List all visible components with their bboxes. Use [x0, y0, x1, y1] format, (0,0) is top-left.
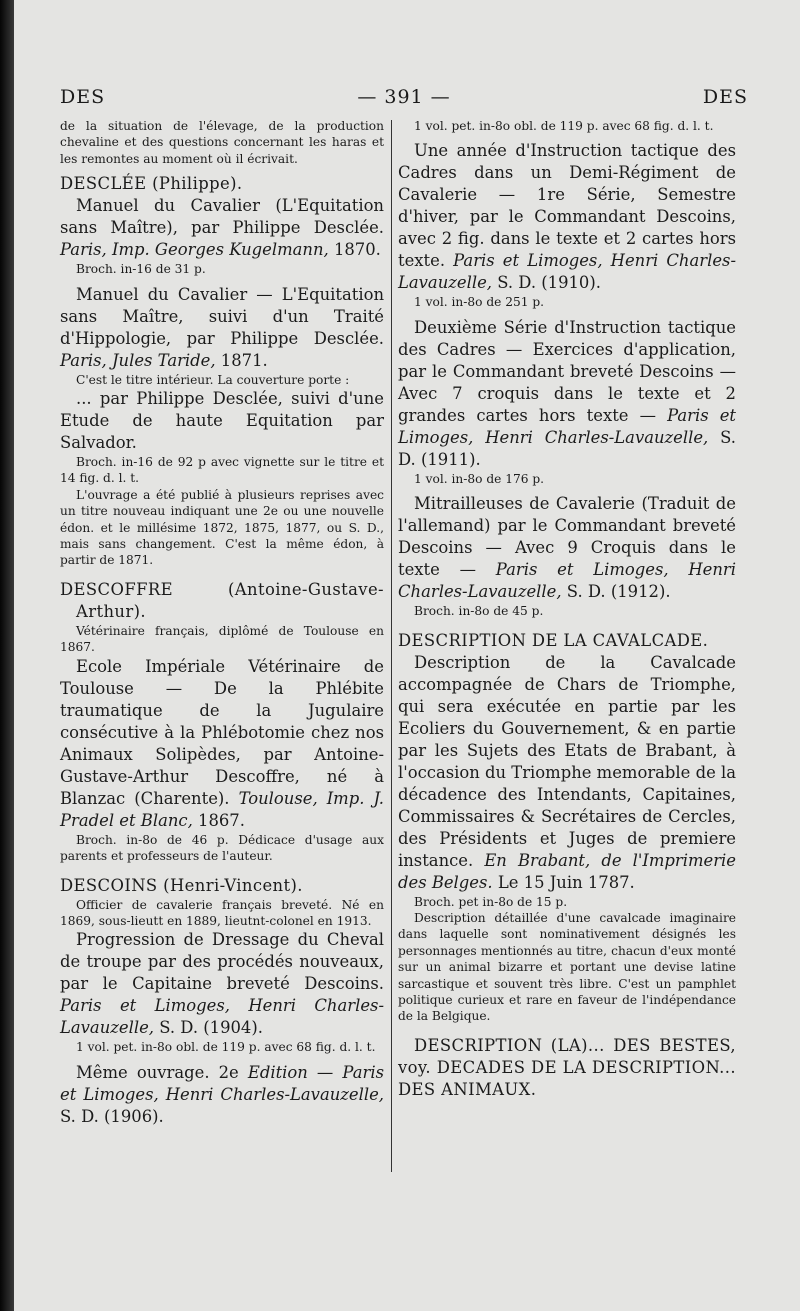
entry-year: 1870. — [333, 240, 381, 260]
page-number: — 391 — — [357, 86, 451, 108]
right-column — [398, 118, 736, 1101]
author-heading-descoins: DESCOINS (Henri-Vincent). — [60, 875, 303, 895]
entry-imprint: En Brabant, de l'Imprimerie des Belges. — [398, 850, 736, 892]
entry-note: L'ouvrage a été publié à plusieurs reprises avec un titre nouveau indiquant une 2e ou une nouvelle édon. et le millésime 1872, 1875, 1877, ou S. D., mais sans changement. C'est la même édon, à partir de 1871. — [60, 487, 384, 568]
entry-note: 1 vol. in-8o de 251 p. — [414, 295, 545, 310]
author-bio: Officier de cavalerie français breveté. Né en 1869, sous-lieutt en 1889, lieutnt-colonel en 1913. — [60, 897, 384, 928]
entry-imprint: Paris et Limoges, Henri Charles-Lavauzelle, — [398, 560, 736, 602]
entry-year: S. D. (1911). — [398, 427, 737, 469]
entry-year: S. D. (1904). — [159, 1018, 263, 1038]
entry-instruction-tactique-1 — [398, 140, 736, 294]
entry-year: 1867. — [198, 810, 245, 830]
entry-imprint: Paris et Limoges, Henri Charles-Lavauzelle, — [398, 251, 736, 293]
entry-year: S. D. (1910). — [497, 273, 601, 293]
entry-note: C'est le titre intérieur. La couverture porte : — [76, 372, 350, 387]
continued-note: 1 vol. pet. in-8o obl. de 119 p. avec 68 fig. d. l. t. — [414, 119, 714, 133]
entry-phlebite — [60, 656, 384, 832]
entry-manuel-cavalier-1870 — [60, 195, 384, 261]
entry-imprint: Edition — Paris et Limoges, Henri Charles-Lavauzelle, — [60, 1062, 384, 1104]
entry-title: Deuxième Série d'Instruction tactique des Cadres — Exercices d'application, par le Commandant breveté Descoins — Avec 7 croquis dans le texte et 2 grandes cartes hors texte — — [398, 317, 736, 425]
entry-meme-ouvrage — [60, 1062, 384, 1128]
entry-note: 1 vol. in-8o de 176 p. — [414, 471, 545, 486]
heading-description-bestes: DESCRIPTION (LA)... DES BESTES, voy. DECADES DE LA DESCRIPTION... DES ANIMAUX. — [398, 1035, 736, 1099]
entry-note: 1 vol. pet. in-8o obl. de 119 p. avec 68 fig. d. l. t. — [76, 1040, 376, 1055]
entry-title: Manuel du Cavalier (L'Equitation sans Maître), par Philippe Desclée. — [60, 196, 384, 238]
entry-imprint: Paris et Limoges, Henri Charles-Lavauzelle, — [60, 996, 384, 1038]
continued-note: de la situation de l'élevage, de la production chevaline et des questions concernant les haras et les remontes au moment où il écrivait. — [60, 119, 384, 166]
entry-instruction-tactique-2 — [398, 317, 736, 471]
book-gutter-shadow — [0, 0, 14, 1311]
entry-year: Le 15 Juin 1787. — [497, 872, 635, 892]
entry-note: Broch. in-8o de 45 p. — [414, 604, 544, 619]
entry-cavalcade — [398, 652, 736, 894]
entry-year: S. D. (1906). — [60, 1106, 164, 1126]
entry-title: Progression de Dressage du Cheval de troupe par des procédés nouveaux, par le Capitaine breveté Descoins. — [60, 930, 384, 994]
entry-cover-title: ... par Philippe Desclée, suivi d'une Etude de haute Equitation par Salvador. — [60, 389, 384, 453]
header-right-keyword: DES — [702, 86, 748, 108]
entry-note: Broch. pet in-8o de 15 p. — [414, 894, 568, 909]
entry-progression-dressage — [60, 929, 384, 1039]
entry-note: Broch. in-8o de 46 p. Dédicace d'usage aux parents et professeurs de l'auteur. — [60, 832, 384, 864]
entry-note: Broch. in-16 de 92 p avec vignette sur le titre et 14 fig. d. l. t. — [60, 455, 384, 486]
entry-imprint: Toulouse, Imp. J. Pradel et Blanc, — [60, 788, 384, 830]
column-divider — [391, 120, 392, 1172]
entry-title: Mitrailleuses de Cavalerie (Traduit de l'allemand) par le Commandant breveté Descoins — Avec 9 Croquis dans le texte — — [398, 494, 736, 580]
entry-title: Une année d'Instruction tactique des Cadres dans un Demi-Régiment de Cavalerie — 1re Série, Semestre d'hiver, par le Commandant Descoins, avec 2 fig. dans le texte et 2 cartes hors texte. — [398, 141, 736, 271]
entry-year: 1871. — [220, 350, 268, 370]
author-heading-descoffre: DESCOFFRE (Antoine-Gustave-Arthur). — [60, 579, 384, 621]
entry-mitrailleuses — [398, 493, 736, 603]
entry-title: Manuel du Cavalier — L'Equitation sans Maître, suivi d'un Traité d'Hippologie, par Philippe Desclée. — [60, 284, 384, 348]
entry-imprint: Paris, Jules Taride, — [60, 350, 216, 370]
entry-title: Même ouvrage. 2e — [76, 1062, 239, 1082]
left-column — [60, 118, 384, 1128]
heading-description-cavalcade: DESCRIPTION DE LA CAVALCADE. — [398, 630, 709, 650]
entry-year: S. D. (1912). — [566, 582, 671, 602]
running-header — [60, 86, 748, 112]
author-heading-desclee: DESCLÉE (Philippe). — [60, 174, 243, 194]
entry-title: Description de la Cavalcade accompagnée de Chars de Triomphe, qui sera exécutée en partie par les Ecoliers du Gouvernement, & en partie par les Sujets des Etats de Brabant, à l'occasion du Triomphe memorable de la décadence des Intendants, Capitaines, Commissaires & Secrétaires de Cercles, des Présidents et Juges de premiere instance. — [398, 652, 736, 870]
entry-note: Description détaillée d'une cavalcade imaginaire dans laquelle sont nominativement désignés les personnages mentionnés au titre, chacun d'eux monté sur un animal bizarre et portant une devise latine sarcastique et souvent très libre. C'est un pamphlet politique curieux et rare en faveur de l'indépendance de la Belgique. — [398, 911, 736, 1024]
entry-manuel-cavalier-1871 — [60, 284, 384, 372]
entry-imprint: Paris et Limoges, Henri Charles-Lavauzelle, — [398, 405, 736, 447]
author-bio: Vétérinaire français, diplômé de Toulouse en 1867. — [60, 623, 384, 655]
entry-title: Ecole Impériale Vétérinaire de Toulouse — De la Phlébite traumatique de la Jugulaire consécutive à la Phlébotomie chez nos Animaux Solipèdes, par Antoine-Gustave-Arthur Descoffre, né à Blanzac (Charente). — [60, 656, 384, 808]
header-left-keyword: DES — [60, 86, 106, 108]
entry-imprint: Paris, Imp. Georges Kugelmann, — [60, 240, 329, 260]
entry-note: Broch. in-16 de 31 p. — [76, 262, 206, 277]
